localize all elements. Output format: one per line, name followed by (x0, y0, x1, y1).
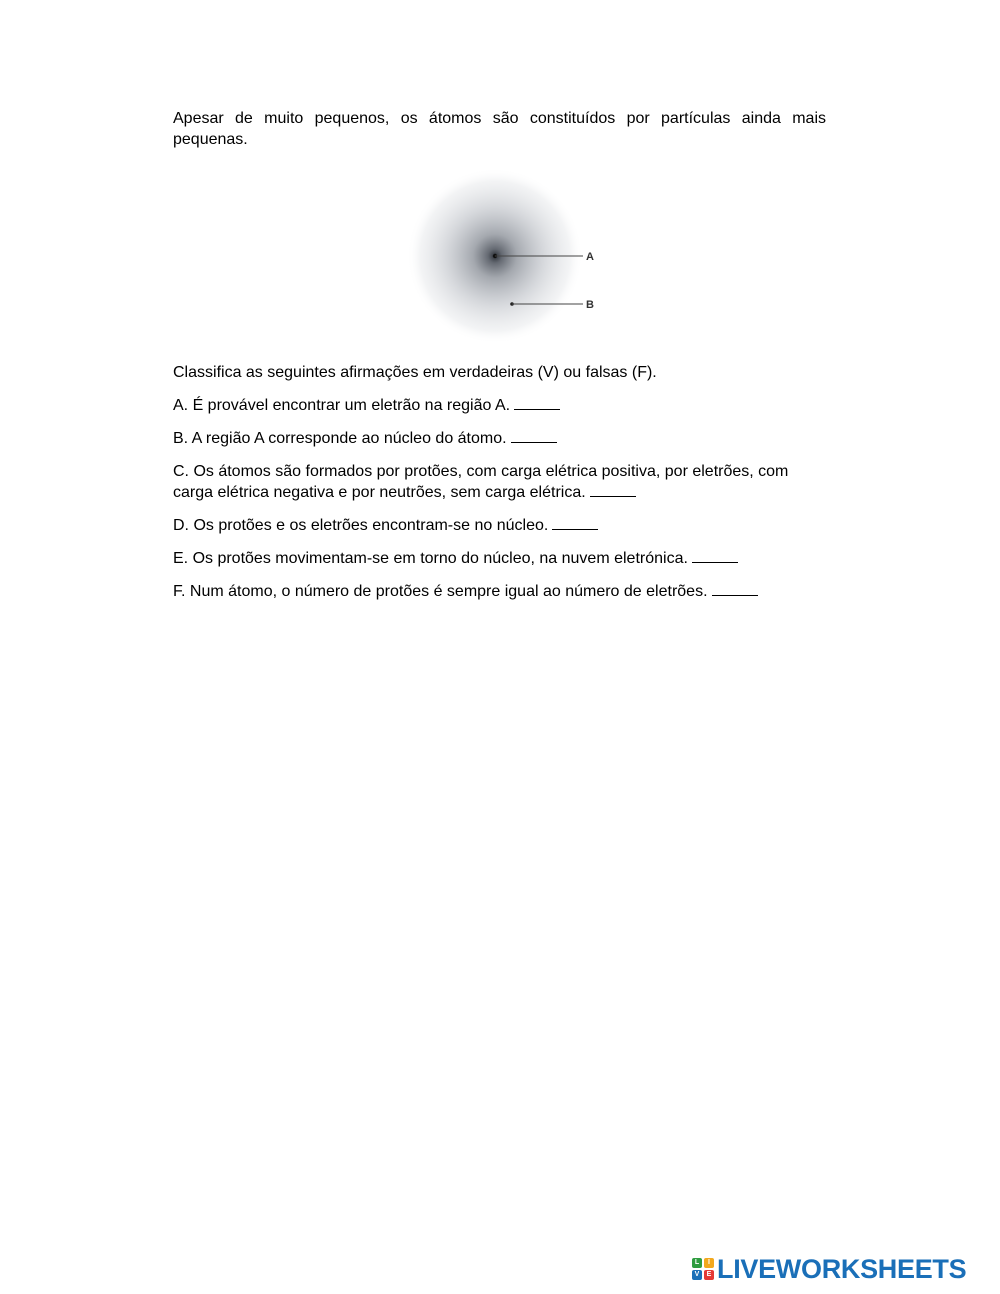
atom-diagram (403, 168, 603, 350)
statement-text: B. A região A corresponde ao núcleo do átomo. (173, 430, 507, 447)
logo-cell: E (704, 1270, 714, 1280)
answer-blank-f[interactable] (712, 581, 758, 596)
statement-d (173, 515, 826, 536)
brand-name: LIVEWORKSHEETS (717, 1253, 967, 1284)
liveworksheets-brand (692, 1255, 966, 1283)
statement-text: D. Os protões e os eletrões encontram-se no núcleo. (173, 517, 549, 534)
statement-b (173, 428, 826, 449)
statement-text: C. Os átomos são formados por protões, com carga elétrica positiva, por eletrões, com carga elétrica negativa e por neutrões, sem carga elétrica. (173, 463, 789, 501)
statement-text: F. Num átomo, o número de protões é sempre igual ao número de eletrões. (173, 583, 708, 600)
answer-blank-d[interactable] (552, 515, 598, 530)
logo-cell: V (692, 1270, 702, 1280)
logo-cell: L (692, 1258, 702, 1268)
atom-figure (173, 168, 826, 350)
statement-text: E. Os protões movimentam-se em torno do núcleo, na nuvem eletrónica. (173, 550, 688, 567)
statement-f (173, 581, 826, 602)
intro-paragraph: Apesar de muito pequenos, os átomos são constituídos por partículas ainda mais pequenas. (173, 110, 826, 148)
statement-c (173, 461, 826, 503)
instruction-text: Classifica as seguintes afirmações em verdadeiras (V) ou falsas (F). (173, 364, 657, 381)
worksheet-content (173, 108, 826, 602)
label-b: B (586, 299, 594, 311)
statement-text: A. É provável encontrar um eletrão na região A. (173, 397, 511, 414)
statement-a (173, 395, 826, 416)
answer-blank-a[interactable] (514, 395, 560, 410)
statement-e (173, 548, 826, 569)
label-a: A (586, 251, 594, 263)
answer-blank-c[interactable] (590, 482, 636, 497)
logo-cell: I (704, 1258, 714, 1268)
answer-blank-b[interactable] (511, 428, 557, 443)
answer-blank-e[interactable] (692, 548, 738, 563)
liveworksheets-logo-icon (692, 1258, 714, 1280)
